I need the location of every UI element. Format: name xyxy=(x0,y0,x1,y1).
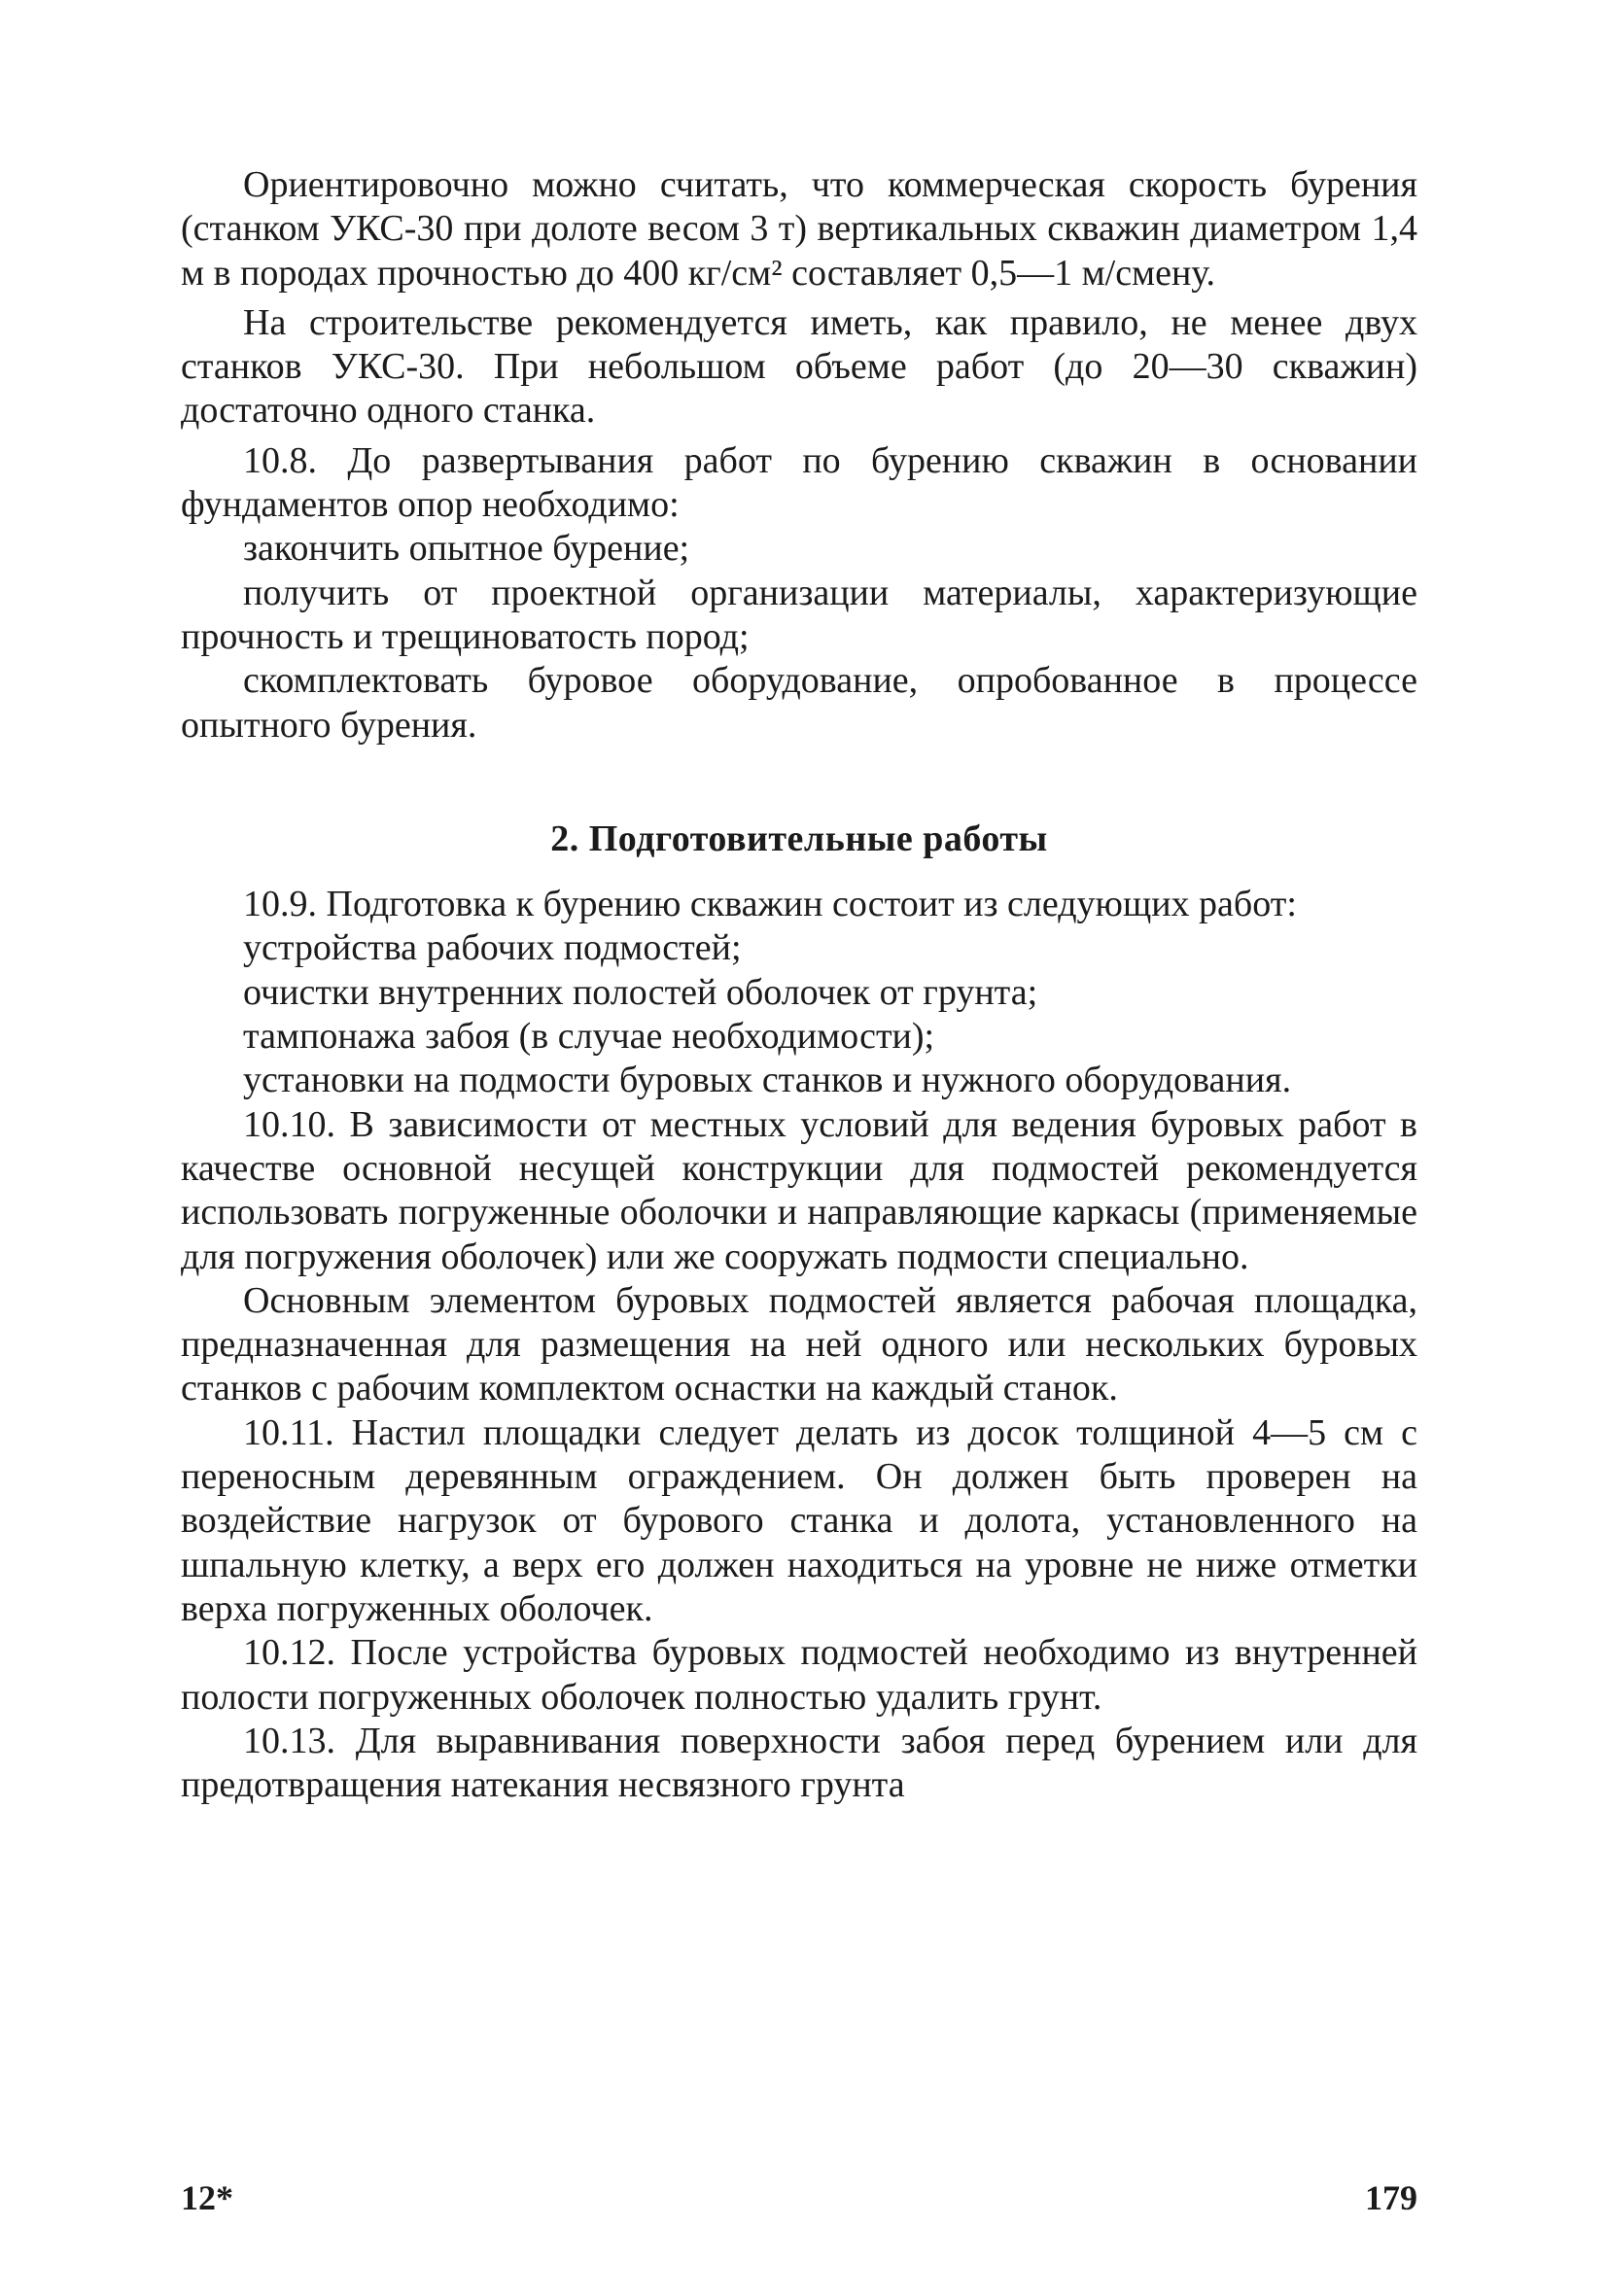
paragraph: 10.8. До развертывания работ по бурению скважин в основании фундаментов опор необходимо: xyxy=(181,439,1417,526)
list-item: получить от проектной организации материалы, характеризующие прочность и трещиноватость пород; xyxy=(181,572,1417,657)
section-heading: 2. Подготовительные работы xyxy=(550,818,1048,859)
signature-mark: 12* xyxy=(181,2178,233,2217)
paragraph: На строительстве рекомендуется иметь, как правило, не менее двух станков УКС-30. При небольшом объеме работ (до 20—30 скважин) достаточно одного станка. xyxy=(181,301,1417,432)
list-item: очистки внутренних полостей оболочек от грунта; xyxy=(243,971,1038,1013)
list-item: скомплектовать буровое оборудование, опробованное в процессе опытного бурения. xyxy=(181,660,1417,746)
paragraph: Ориентировочно можно считать, что коммерческая скорость бурения (станком УКС-30 при долоте весом 3 т) вертикальных скважин диаметром 1,4 м в породах прочностью до 400 кг/см² составляет 0,5—1 м/смену. xyxy=(181,164,1417,294)
paragraph: 10.9. Подготовка к бурению скважин состоит из следующих работ: xyxy=(243,884,1297,925)
paragraph: 10.13. Для выравнивания поверхности забоя перед бурением или для предотвращения натекания несвязного грунта xyxy=(181,1720,1417,1806)
list-item: тампонажа забоя (в случае необходимости); xyxy=(243,1016,935,1058)
paragraph: Основным элементом буровых подмостей является рабочая площадка, предназначенная для размещения на ней одного или нескольких буровых станков с рабочим комплектом оснастки на каждый станок. xyxy=(181,1279,1417,1409)
page-body xyxy=(181,163,1417,1807)
paragraph: 10.10. В зависимости от местных условий для ведения буровых работ в качестве основной несущей конструкции для подмостей рекомендуется использовать погруженные оболочки и направляющие каркасы (применяемые для погружения оболочек) или же сооружать подмости специально. xyxy=(181,1103,1417,1277)
page-number: 179 xyxy=(1365,2178,1417,2217)
list-item: устройства рабочих подмостей; xyxy=(243,927,742,969)
list-item: установки на подмости буровых станков и нужного оборудования. xyxy=(243,1060,1292,1101)
paragraph: 10.12. После устройства буровых подмостей необходимо из внутренней полости погруженных оболочек полностью удалить грунт. xyxy=(181,1632,1417,1718)
paragraph: 10.11. Настил площадки следует делать из досок толщиной 4—5 см с переносным деревянным ограждением. Он должен быть проверен на воздействие нагрузок от бурового станка и долота, установленного на шпальную клетку, а верх его должен находиться на уровне не ниже отметки верха погруженных оболочек. xyxy=(181,1411,1417,1629)
list-item: закончить опытное бурение; xyxy=(243,528,690,570)
